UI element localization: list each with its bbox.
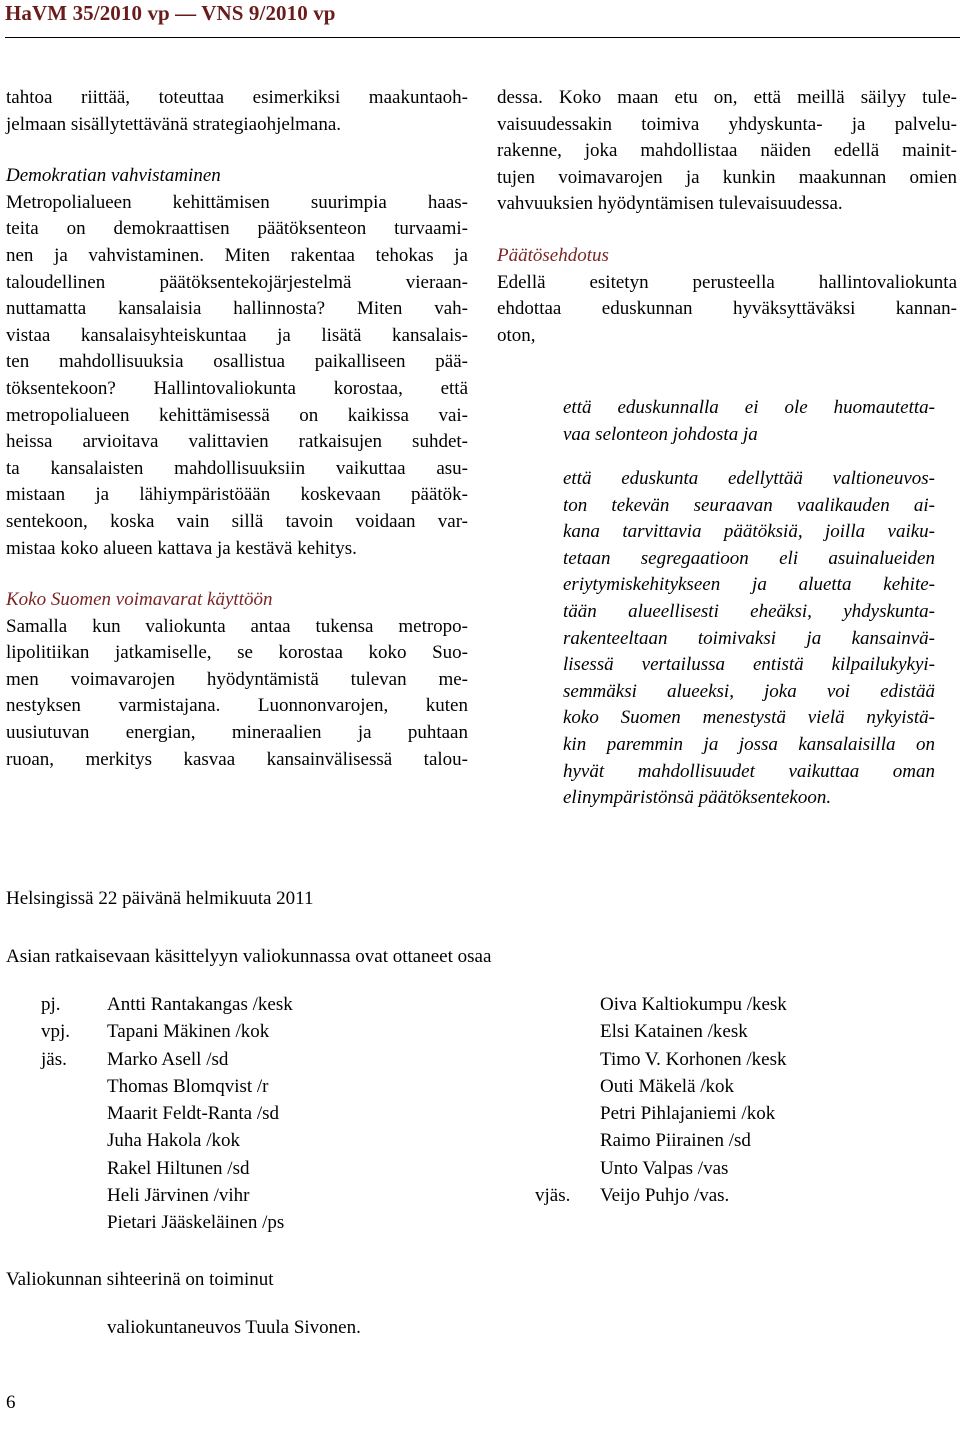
- text-line: mistaan ja lähiympäristöään koskevaan päätök-: [6, 484, 468, 506]
- member-name: Maarit Feldt-Ranta /sd: [107, 1103, 280, 1125]
- member-name: Elsi Katainen /kesk: [600, 1021, 748, 1043]
- text-line: ta kansalaisten mahdollisuuksiin vaikuttaa asu-: [6, 457, 468, 479]
- text-line: tujen voimavarojen ja kunkin maakunnan omien: [497, 166, 957, 188]
- text-line: nen ja vahvistaminen. Miten rakentaa tehokas ja: [6, 244, 468, 266]
- text-line: rakenteeltaan toimivaksi ja kansainvä-: [563, 627, 935, 649]
- section-body-resources: [6, 614, 468, 774]
- text-line: heissa arvioitava valittavien ratkaisujen suhdet-: [6, 431, 468, 453]
- text-line: nestyksen varmistajana. Luonnonvarojen, kuten: [6, 695, 468, 717]
- spacer: [6, 138, 468, 163]
- place-date: Helsingissä 22 päivänä helmikuuta 2011: [6, 888, 314, 909]
- member-role: pj.: [41, 994, 61, 1015]
- member-row: [41, 991, 421, 1018]
- member-name: Pietari Jääskeläinen /ps: [107, 1212, 285, 1234]
- text-line: sentekoon, koska vain sillä tavoin voidaan var-: [6, 510, 468, 532]
- member-role: vjäs.: [535, 1185, 571, 1207]
- text-line: nuttamatta kansalaisia hallinnosta? Miten vah-: [6, 298, 468, 320]
- member-name: Juha Hakola /kok: [107, 1130, 240, 1152]
- page-number: 6: [6, 1392, 16, 1413]
- text-line: lipolitiikan jatkamiselle, se korostaa koko Suo-: [6, 642, 468, 664]
- text-line: men voimavarojen hyödyntämistä tulevan me-: [6, 668, 468, 690]
- member-name: Unto Valpas /vas: [600, 1157, 729, 1179]
- text-line: tetaan segregaatioon eli asuinalueiden: [563, 547, 935, 569]
- right-column: [497, 85, 957, 349]
- text-line: Metropolialueen kehittämisen suurimpia haas-: [6, 191, 468, 213]
- member-row: [41, 1209, 421, 1236]
- spacer: [6, 562, 468, 587]
- member-row: [535, 1127, 935, 1154]
- secretary-name: valiokuntaneuvos Tuula Sivonen.: [107, 1317, 361, 1338]
- text-line: eriytymiskehitykseen ja aluetta kehite-: [563, 574, 935, 596]
- text-line: rakenne, joka mahdollistaa näiden edellä mainit-: [497, 140, 957, 162]
- page-header: [5, 0, 960, 38]
- member-name: Petri Pihlajaniemi /kok: [600, 1103, 776, 1125]
- text-line: mistaa koko alueen kattava ja kestävä kehitys.: [6, 537, 357, 559]
- text-line: että eduskunta edellyttää valtioneuvos-: [563, 468, 935, 489]
- member-row: [41, 1046, 421, 1073]
- member-row: [41, 1155, 421, 1182]
- member-row: [41, 1127, 421, 1154]
- member-row: [535, 1046, 935, 1073]
- member-name: Oiva Kaltiokumpu /kesk: [600, 994, 787, 1015]
- member-name: Antti Rantakangas /kesk: [107, 994, 293, 1015]
- left-intro: [6, 85, 468, 138]
- text-line: tään alueellisesti eheäksi, yhdyskunta-: [563, 600, 935, 622]
- member-role: jäs.: [41, 1048, 67, 1070]
- text-line: uusiutuvan energian, mineraalien ja puhtaan: [6, 722, 468, 744]
- text-line: koko Suomen menestystä vielä nykyistä-: [563, 707, 935, 729]
- text-line: semmäksi alueeksi, joka voi edistää: [563, 680, 935, 702]
- member-row: [535, 1073, 935, 1100]
- member-name: Tapani Mäkinen /kok: [107, 1021, 270, 1043]
- text-line: kana tarvittavia päätöksiä, joilla vaiku-: [563, 521, 935, 543]
- text-line: ton tekevän seuraavan vaalikauden ai-: [563, 494, 935, 516]
- members-right-list: [535, 991, 935, 1209]
- member-row: [535, 1182, 935, 1209]
- text-line: taloudellinen päätöksentekojärjestelmä vieraan-: [6, 271, 468, 293]
- member-name: Thomas Blomqvist /r: [107, 1075, 269, 1097]
- text-line: tahtoa riittää, toteuttaa esimerkiksi maakuntaoh-: [6, 87, 468, 108]
- secretary-intro: Valiokunnan sihteerinä on toiminut: [6, 1269, 274, 1290]
- left-column: [6, 85, 468, 773]
- member-name: Rakel Hiltunen /sd: [107, 1157, 250, 1179]
- member-role: vpj.: [41, 1021, 71, 1043]
- text-line: ruoan, merkitys kasvaa kansainvälisessä talou-: [6, 748, 468, 770]
- text-line: kin paremmin ja jossa kansalaisilla on: [563, 733, 935, 755]
- member-name: Outi Mäkelä /kok: [600, 1075, 735, 1097]
- member-row: [41, 1018, 421, 1045]
- text-line: oton,: [497, 324, 536, 346]
- member-name: Heli Järvinen /vihr: [107, 1185, 250, 1207]
- member-name: Timo V. Korhonen /kesk: [600, 1048, 787, 1070]
- statement-requirement: [563, 466, 935, 812]
- statement-no-remarks: [563, 395, 935, 448]
- text-line: töksentekoon? Hallintovaliokunta korostaa, että: [6, 377, 468, 399]
- member-row: [41, 1073, 421, 1100]
- text-line: ten mahdollisuuksia osallistua paikalliseen pää-: [6, 351, 468, 373]
- text-line: vaisuudessakin toimiva yhdyskunta- ja palvelu-: [497, 113, 957, 135]
- spacer: [497, 218, 957, 243]
- text-line: Edellä esitetyn perusteella hallintovaliokunta: [497, 271, 957, 293]
- member-name: Veijo Puhjo /vas.: [600, 1185, 730, 1207]
- text-line: metropolialueen kehittämisessä on kaikissa vai-: [6, 404, 468, 426]
- section-heading-resources: Koko Suomen voimavarat käyttöön: [6, 589, 273, 611]
- proposal-heading: Päätösehdotus: [497, 244, 609, 266]
- text-line: lisessä vertailussa entistä kilpailukykyi-: [563, 654, 935, 676]
- text-line: ehdottaa eduskunnan hyväksyttäväksi kannan-: [497, 298, 957, 320]
- text-line: että eduskunnalla ei ole huomautetta-: [563, 397, 935, 418]
- text-line: elinympäristönsä päätöksentekoon.: [563, 787, 832, 809]
- member-row: [535, 1018, 935, 1045]
- text-line: vaa selonteon johdosta ja: [563, 423, 758, 445]
- right-intro: [497, 85, 957, 218]
- member-name: Marko Asell /sd: [107, 1048, 229, 1070]
- member-row: [41, 1100, 421, 1127]
- participants-intro: Asian ratkaisevaan käsittelyyn valiokunnassa ovat ottaneet osaa: [6, 946, 492, 967]
- text-line: dessa. Koko maan etu on, että meillä säilyy tule-: [497, 87, 957, 108]
- member-row: [535, 1155, 935, 1182]
- member-row: [41, 1182, 421, 1209]
- members-left-list: [41, 991, 421, 1237]
- proposal-body: [497, 270, 957, 350]
- member-row: [535, 991, 935, 1018]
- member-name: Raimo Piirainen /sd: [600, 1130, 751, 1152]
- text-line: vahvuuksien hyödyntämisen tulevaisuudessa.: [497, 193, 843, 215]
- text-line: vistaa kansalaisyhteiskuntaa ja lisätä kansalais-: [6, 324, 468, 346]
- member-row: [535, 1100, 935, 1127]
- text-line: Samalla kun valiokunta antaa tukensa metropo-: [6, 615, 468, 637]
- section-body-democracy: [6, 190, 468, 562]
- text-line: jelmaan sisällytettävänä strategiaohjelmana.: [6, 113, 342, 135]
- text-line: hyvät mahdollisuudet vaikuttaa oman: [563, 760, 935, 782]
- document-title: HaVM 35/2010 vp — VNS 9/2010 vp: [5, 1, 336, 25]
- text-line: teita on demokraattisen päätöksenteon turvaami-: [6, 218, 468, 240]
- section-heading-democracy: Demokratian vahvistaminen: [6, 165, 221, 187]
